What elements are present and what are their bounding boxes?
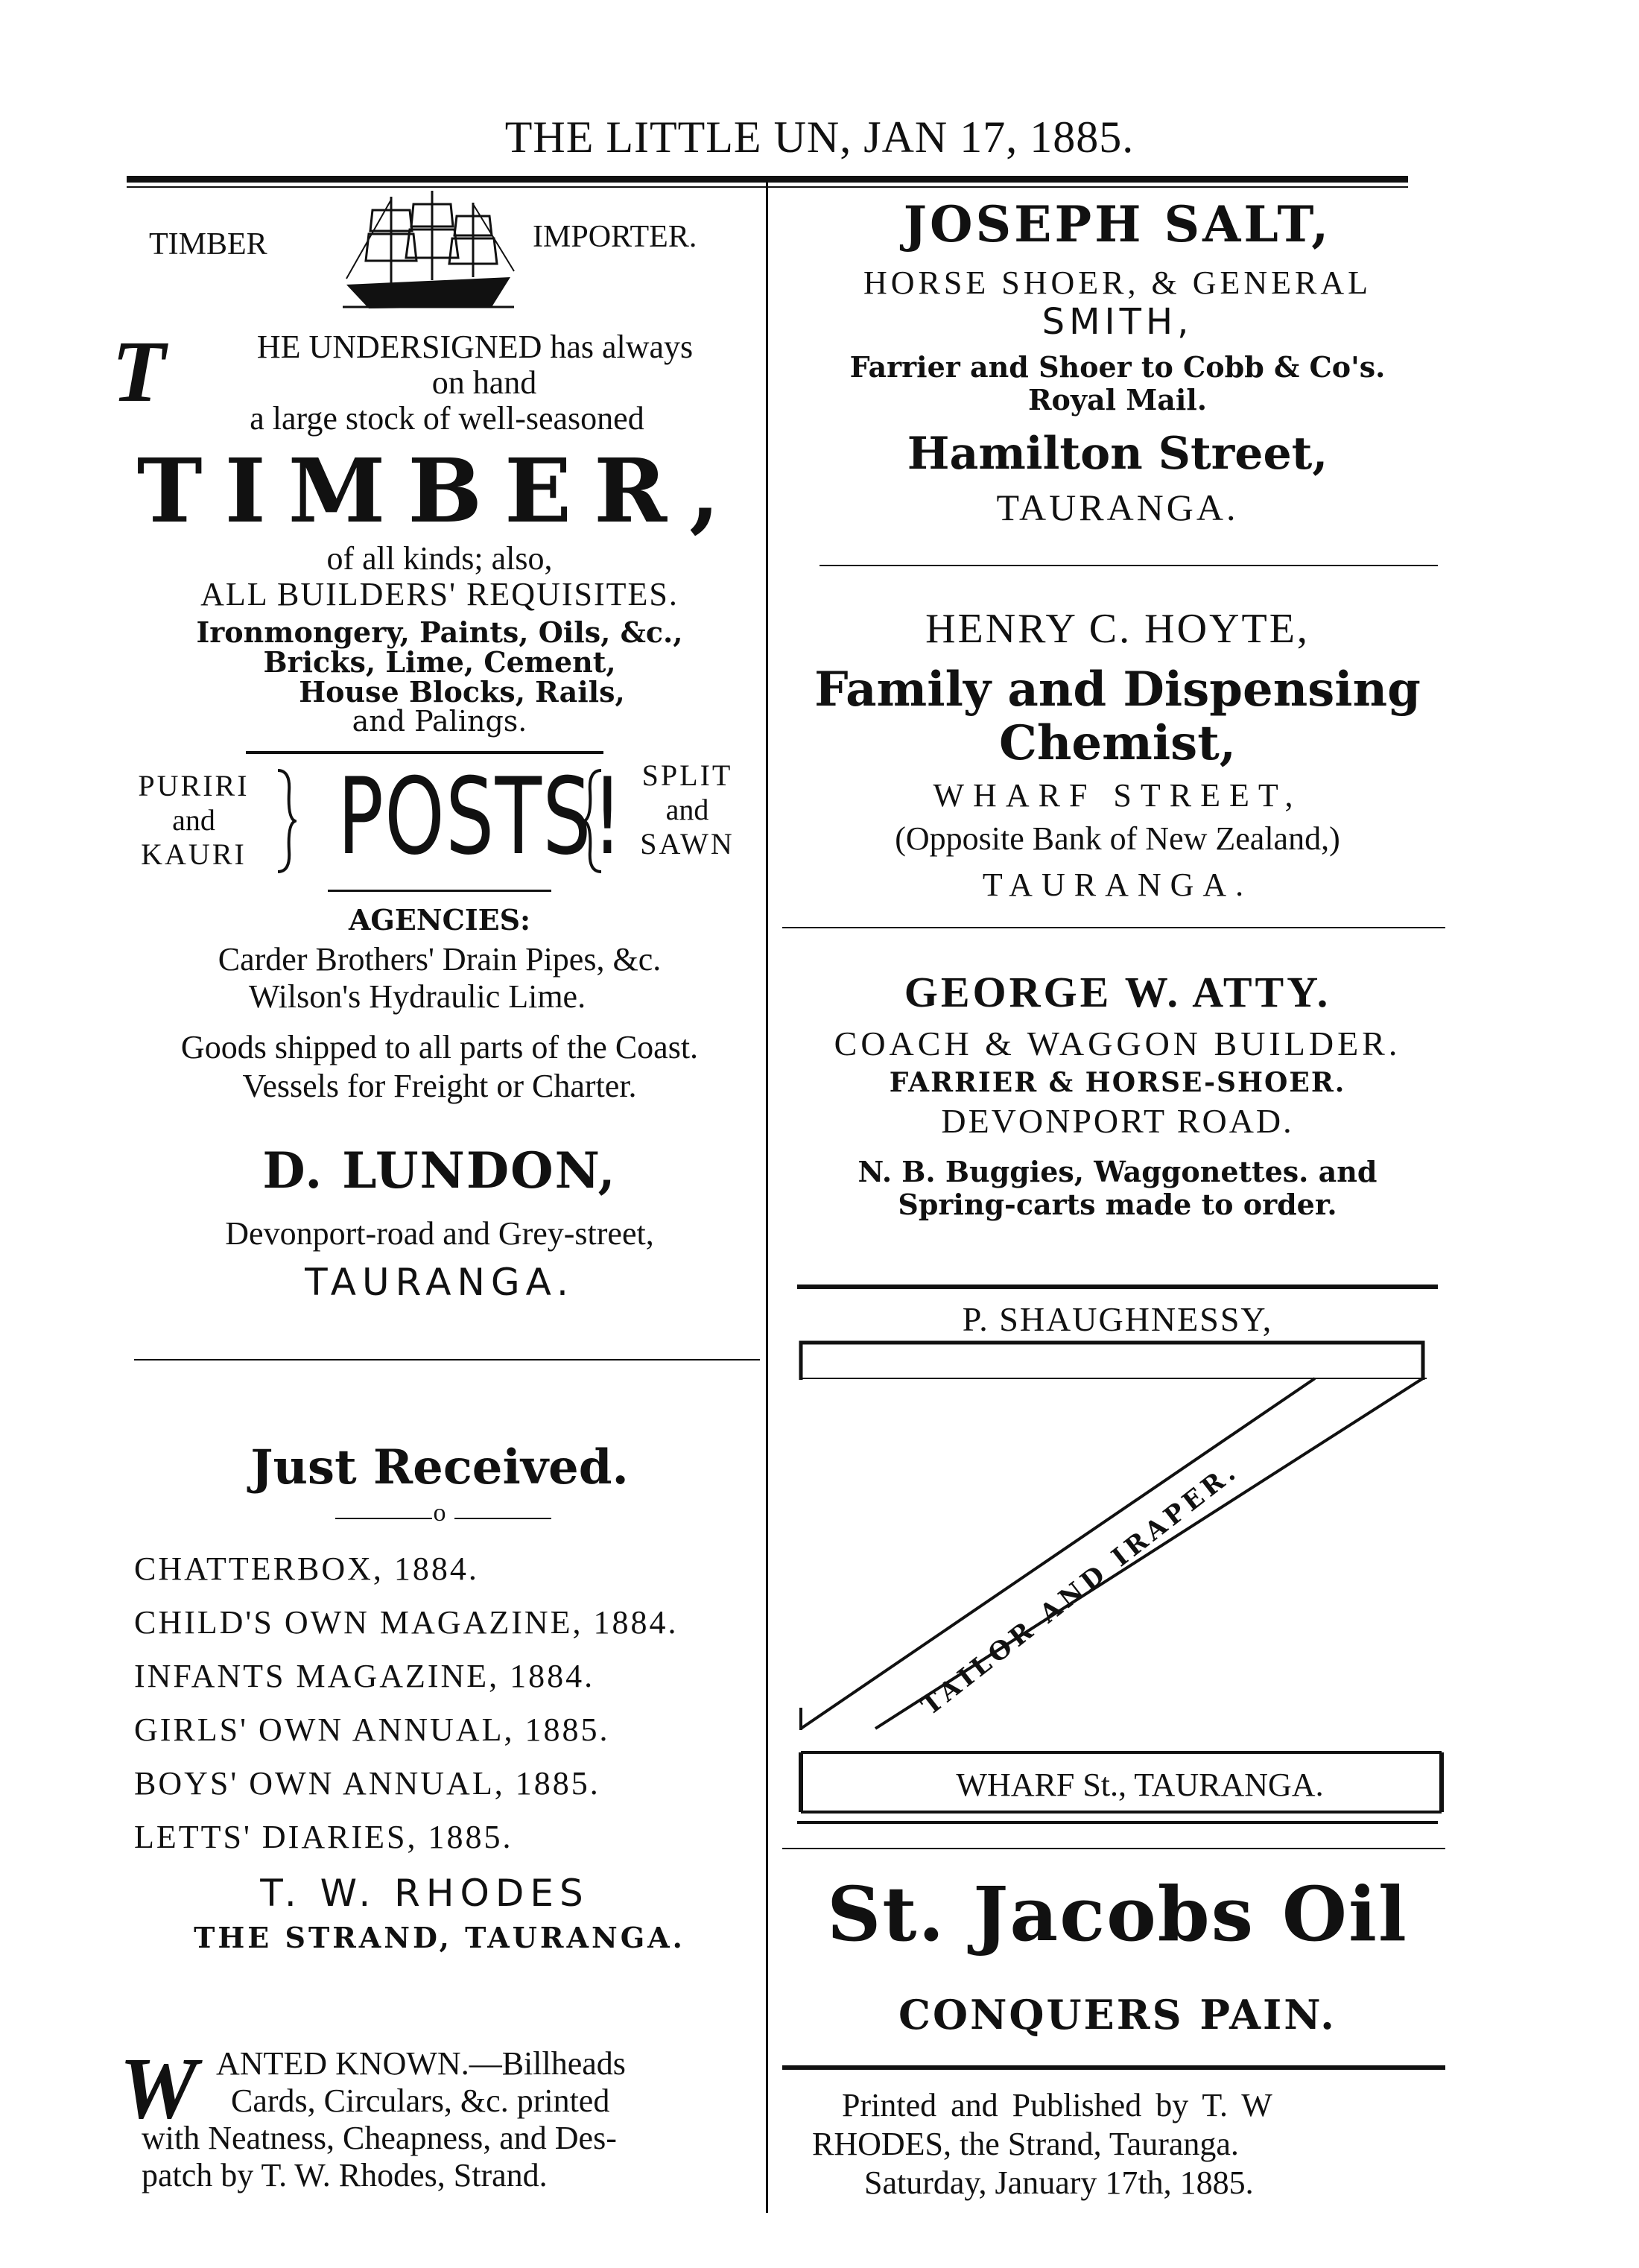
posts-right-3: SAWN: [640, 827, 735, 861]
salt-street: Hamilton Street,: [907, 428, 1328, 480]
posts-word: POSTS!: [337, 756, 624, 878]
atty-name: GEORGE W. ATTY.: [904, 968, 1331, 1016]
timber-line-3: a large stock of well-seasoned: [250, 400, 644, 437]
timber-big-word: TIMBER,: [136, 439, 743, 542]
lundon-address: Devonport-road and Grey-street,: [225, 1215, 654, 1252]
jacobs-subtitle: CONQUERS PAIN.: [898, 1991, 1337, 2039]
salt-line-2: SMITH,: [1042, 301, 1193, 343]
left-separator-1: [134, 1359, 760, 1361]
books-heading: Just Received.: [250, 1439, 629, 1495]
imprint-line-2: RHODES, the Strand, Tauranga.: [812, 2126, 1239, 2162]
hoyte-note: (Opposite Bank of New Zealand,): [895, 820, 1340, 857]
lundon-name: D. LUNDON,: [262, 1141, 617, 1200]
posts-left-1: PURIRI: [138, 769, 250, 802]
book-item: INFANTS MAGAZINE, 1884.: [134, 1658, 595, 1694]
salt-line-1: HORSE SHOER, & GENERAL: [863, 265, 1372, 301]
right-column: [782, 173, 1453, 2216]
timber-left-word: TIMBER: [149, 227, 267, 262]
shaughnessy-name: P. SHAUGHNESSY,: [962, 1300, 1273, 1338]
timber-line-2: on hand: [431, 364, 537, 401]
imprint-line-3: Saturday, January 17th, 1885.: [864, 2164, 1254, 2201]
posts-right-1: SPLIT: [641, 758, 733, 792]
salt-line-4: Royal Mail.: [1027, 383, 1208, 416]
page-title: THE LITTLE UN, JAN 17, 1885.: [504, 113, 1135, 162]
atty-line-2: FARRIER & HORSE-SHOER.: [889, 1067, 1346, 1098]
posts-right-block: [607, 758, 767, 861]
timber-drop-cap: T: [112, 323, 166, 420]
wanted-line-2: Cards, Circulars, &c. printed: [231, 2082, 610, 2119]
right-separator-3: [782, 1848, 1445, 1849]
salt-line-3: Farrier and Shoer to Cobb & Co's.: [849, 350, 1386, 384]
posts-right-2: and: [665, 793, 709, 826]
imprint-line-1: Printed and Published by T. W: [842, 2087, 1272, 2123]
shaughnessy-address: WHARF St., TAURANGA.: [956, 1767, 1324, 1803]
hoyte-line-1: Family and Dispensing: [814, 662, 1421, 718]
lundon-town: TAURANGA.: [305, 1261, 574, 1304]
shaughnessy-bottom-rule: [797, 1821, 1438, 1824]
timber-line-9: and Palings.: [352, 705, 527, 738]
atty-line-1: COACH & WAGGON BUILDER.: [834, 1024, 1401, 1062]
book-item: LETTS' DIARIES, 1885.: [134, 1819, 513, 1855]
book-item: CHATTERBOX, 1884.: [134, 1550, 479, 1587]
atty-line-5: Spring-carts made to order.: [898, 1188, 1337, 1221]
wanted-line-3: with Neatness, Cheapness, and Des-: [142, 2120, 617, 2156]
shipping-2: Vessels for Freight or Charter.: [242, 1068, 637, 1104]
rhodes-name: T. W. RHODES: [260, 1872, 589, 1915]
timber-line-5: ALL BUILDERS' REQUISITES.: [200, 576, 679, 612]
timber-line-1: HE UNDERSIGNED has always: [256, 329, 694, 365]
wanted-line-4: patch by T. W. Rhodes, Strand.: [142, 2157, 548, 2193]
salt-town: TAURANGA.: [996, 487, 1239, 528]
shipping-1: Goods shipped to all parts of the Coast.: [180, 1029, 699, 1065]
jacobs-title: St. Jacobs Oil: [827, 1870, 1408, 1958]
timber-line-4: of all kinds; also,: [326, 540, 553, 577]
posts-left-brace: [274, 769, 297, 876]
hoyte-line-2: Chemist,: [998, 715, 1237, 771]
left-column: [112, 173, 767, 2216]
imprint-rule: [782, 2065, 1445, 2070]
rhodes-address: THE STRAND, TAURANGA.: [194, 1921, 685, 1954]
books-list: [134, 1542, 767, 1864]
salt-name: JOSEPH SALT,: [903, 195, 1332, 253]
right-separator-1: [820, 565, 1438, 566]
posts-left-3: KAURI: [141, 837, 247, 871]
agency-1: Carder Brothers' Drain Pipes, &c.: [218, 941, 662, 978]
wanted-drop-cap: W: [119, 2039, 197, 2137]
hoyte-street: WHARF STREET,: [933, 777, 1302, 814]
atty-line-4: N. B. Buggies, Waggonettes. and: [857, 1155, 1378, 1188]
book-item: CHILD'S OWN MAGAZINE, 1884.: [134, 1604, 679, 1641]
shaughnessy-top-rule: [797, 1285, 1438, 1289]
posts-left-2: and: [172, 803, 215, 837]
timber-line-7: Bricks, Lime, Cement,: [263, 645, 616, 679]
books-divider: o: [433, 1499, 446, 1527]
timber-line-8: House Blocks, Rails,: [299, 675, 625, 709]
atty-line-3: DEVONPORT ROAD.: [941, 1102, 1294, 1140]
hoyte-town: TAURANGA.: [982, 867, 1253, 903]
timber-right-word: IMPORTER.: [533, 220, 697, 254]
hoyte-name: HENRY C. HOYTE,: [925, 606, 1310, 652]
agencies-heading: AGENCIES:: [348, 903, 531, 937]
sailing-ship-icon: [339, 189, 518, 320]
shaughnessy-trade: TAILOR AND IRAPER.: [916, 1455, 1245, 1722]
book-item: BOYS' OWN ANNUAL, 1885.: [134, 1765, 600, 1802]
wanted-line-1: ANTED KNOWN.—Billheads: [216, 2045, 626, 2082]
books-divider-right: [454, 1518, 551, 1519]
posts-left-block: [115, 769, 272, 872]
right-separator-2: [782, 927, 1445, 928]
posts-right-brace: [583, 769, 605, 876]
posts-bottom-rule: [328, 890, 551, 892]
posts-top-rule: [246, 751, 603, 754]
book-item: GIRLS' OWN ANNUAL, 1885.: [134, 1711, 610, 1748]
agency-2: Wilson's Hydraulic Lime.: [248, 978, 586, 1015]
timber-line-6: Ironmongery, Paints, Oils, &c.,: [196, 615, 683, 649]
